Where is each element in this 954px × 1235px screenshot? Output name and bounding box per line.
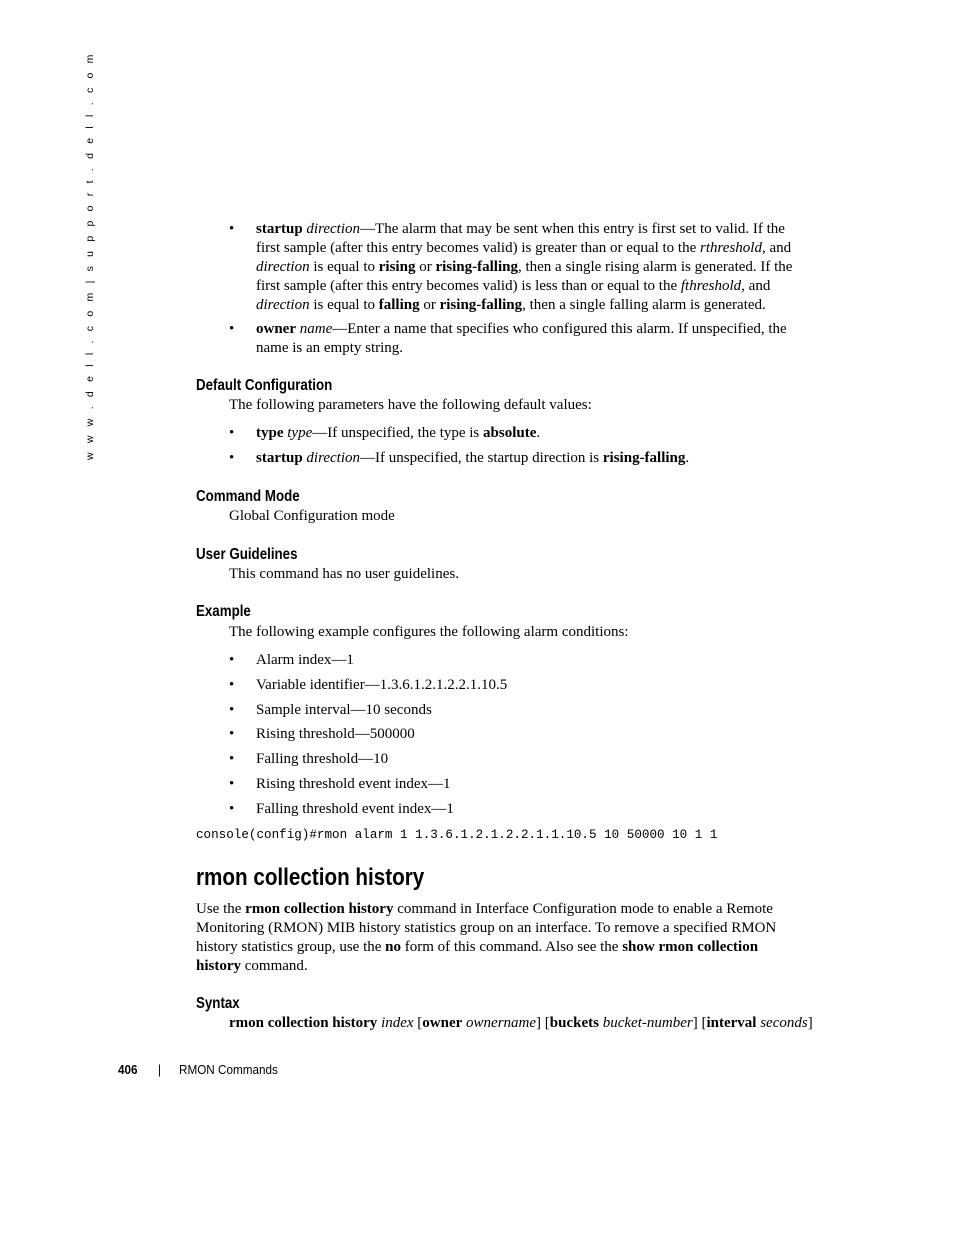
footer-separator: | (158, 1062, 162, 1077)
footer-chapter: RMON Commands (179, 1062, 278, 1077)
code-example: console(config)#rmon alarm 1 1.3.6.1.2.1.2.2.1.1.10.5 10 50000 10 1 1 (196, 828, 718, 842)
bullet-dot: • (229, 677, 235, 693)
bullet-dot: • (229, 726, 235, 742)
command-mode-text: Global Configuration mode (229, 508, 395, 524)
side-url-text: w w w . d e l l . c o m | s u p p o r t . d e l l . c o m (84, 51, 96, 460)
bullet-dot: • (229, 801, 235, 817)
bullet-dot: • (229, 702, 235, 718)
bullet-dot: • (229, 450, 235, 466)
section-description: Use the rmon collection history command in Interface Configuration mode to enable a Remote Monitoring (RMON) MIB history statistics group on an interface. To remove a specified RMON history statistics group, use the no form of this command. Also see the show rmon collection history command. (196, 901, 777, 974)
bullet-dot: • (229, 776, 235, 792)
heading-user-guidelines: User Guidelines (196, 546, 298, 563)
bullet-dot: • (229, 221, 235, 237)
syntax-line: rmon collection history index [owner ownername] [buckets bucket-number] [interval seconds] (229, 1015, 813, 1031)
bullet-dot: • (229, 425, 235, 441)
example-intro: The following example configures the following alarm conditions: (229, 624, 629, 640)
user-guidelines-text: This command has no user guidelines. (229, 566, 459, 582)
heading-default-configuration: Default Configuration (196, 377, 333, 394)
bullet-dot: • (229, 321, 235, 337)
page-number: 406 (118, 1062, 138, 1077)
bullet-dot: • (229, 751, 235, 767)
heading-syntax: Syntax (196, 995, 240, 1012)
heading-command-mode: Command Mode (196, 488, 300, 505)
bullet-dot: • (229, 652, 235, 668)
section-title: rmon collection history (196, 864, 425, 891)
default-config-intro: The following parameters have the following default values: (229, 397, 592, 413)
heading-example: Example (196, 603, 251, 620)
